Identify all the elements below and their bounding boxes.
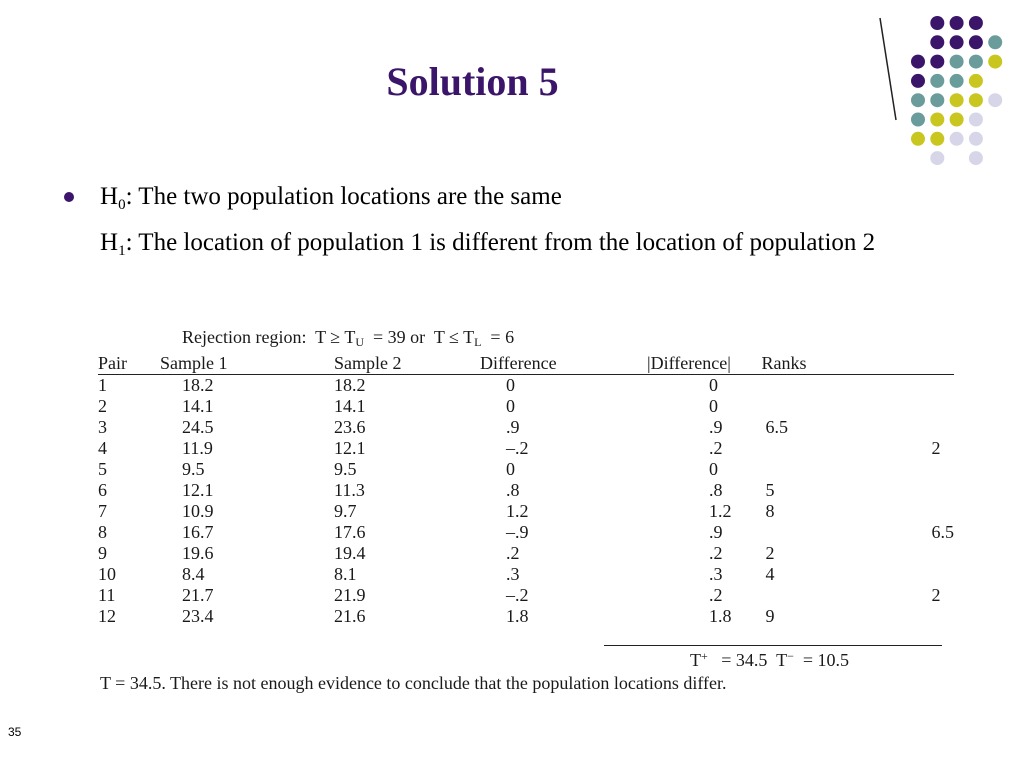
cell-pair: 6 [98,480,107,500]
table-header-row [98,352,954,375]
cell-rank-positive: 4 [765,564,775,584]
cell-rank-negative [846,375,955,397]
header-sample-1: Sample 1 [160,352,328,375]
header-sample-2: Sample 2 [328,352,448,375]
table-row [98,438,954,459]
decorative-dot [988,55,1002,69]
cell-sample-1: 16.7 [182,522,214,542]
cell-abs-difference: .2 [709,585,723,605]
cell-difference: 1.8 [506,606,529,626]
rank-sums [690,650,849,671]
cell-sample-1: 24.5 [182,417,214,437]
cell-difference: –.9 [506,522,529,542]
cell-rank-negative: 2 [931,585,941,605]
cell-pair: 9 [98,543,107,563]
cell-rank-positive [732,438,846,459]
cell-difference: 1.2 [506,501,529,521]
cell-pair: 7 [98,501,107,521]
table-row [98,501,954,522]
cell-sample-2: 9.5 [334,459,357,479]
rejection-suffix: = 6 [481,327,515,347]
table-row [98,585,954,606]
cell-abs-difference: .2 [709,543,723,563]
cell-rank-positive [732,522,846,543]
cell-rank-positive: 2 [765,543,775,563]
cell-difference: 0 [506,396,515,416]
cell-abs-difference: .2 [709,438,723,458]
cell-pair: 4 [98,438,107,458]
cell-sample-2: 19.4 [334,543,366,563]
cell-rank-negative [846,480,955,501]
cell-sample-1: 8.4 [182,564,205,584]
cell-pair: 2 [98,396,107,416]
h1-symbol: H [100,229,119,256]
cell-pair: 12 [98,606,116,626]
cell-difference: –.2 [506,585,529,605]
header-pair: Pair [98,352,160,375]
decorative-dot [911,132,925,146]
cell-sample-1: 11.9 [182,438,213,458]
h0-symbol: H [100,183,119,210]
cell-rank-negative [846,501,955,522]
cell-sample-2: 17.6 [334,522,366,542]
t-minus-label: T [776,650,788,670]
h0-text: : The two population locations are the same [125,183,562,210]
cell-pair: 1 [98,375,107,395]
cell-abs-difference: 0 [709,375,718,395]
decorative-dot [911,113,925,127]
cell-rank-positive [732,396,846,417]
cell-sample-2: 18.2 [334,375,366,395]
decorative-dot [950,93,964,107]
cell-rank-positive [732,375,846,397]
cell-rank-negative: 6.5 [931,522,954,542]
cell-pair: 3 [98,417,107,437]
decorative-dot [930,132,944,146]
table-row [98,396,954,417]
table-row [98,417,954,438]
t-plus-value: = 34.5 [707,650,777,670]
table-row [98,522,954,543]
rejection-region [182,327,514,348]
bullet-icon [64,192,74,202]
cell-difference: 0 [506,459,515,479]
cell-abs-difference: 1.2 [709,501,732,521]
cell-difference: .3 [506,564,520,584]
table-row [98,606,954,627]
cell-sample-2: 9.7 [334,501,357,521]
cell-pair: 10 [98,564,116,584]
cell-abs-difference: .9 [709,417,723,437]
sum-divider [604,645,942,646]
slide-title: Solution 5 [386,59,559,104]
cell-sample-2: 21.9 [334,585,366,605]
cell-pair: 11 [98,585,116,605]
decorative-dot [969,132,983,146]
h0-subscript: 0 [118,197,126,213]
cell-rank-positive: 9 [765,606,775,626]
ranks-table [98,352,954,627]
cell-sample-2: 12.1 [334,438,366,458]
cell-sample-2: 21.6 [334,606,366,626]
slide-number: 35 [8,725,22,739]
t-minus-sup: − [787,649,794,663]
cell-sample-1: 10.9 [182,501,214,521]
cell-difference: –.2 [506,438,529,458]
header-ranks-negative [846,352,955,375]
cell-pair: 5 [98,459,107,479]
h1-subscript: 1 [118,243,126,259]
cell-rank-negative [846,606,955,627]
cell-sample-1: 21.7 [182,585,214,605]
decorative-dot [950,16,964,30]
cell-abs-difference: .9 [709,522,723,542]
decorative-dot [969,16,983,30]
decorative-dot [930,113,944,127]
cell-rank-negative [846,396,955,417]
table-row [98,459,954,480]
cell-sample-1: 9.5 [182,459,205,479]
t-minus-value: = 10.5 [793,650,850,670]
rejection-middle: = 39 or T ≤ T [364,327,475,347]
cell-rank-negative: 2 [931,438,941,458]
h1-text: : The location of population 1 is different from the location of population 2 [125,229,876,256]
cell-rank-negative [846,543,955,564]
decorative-dot [930,35,944,49]
table-row [98,543,954,564]
cell-abs-difference: .8 [709,480,723,500]
decorative-dot [950,132,964,146]
cell-rank-positive: 8 [765,501,775,521]
rejection-sub-l: L [474,335,482,349]
alternative-hypothesis [100,228,960,258]
decorative-dot [969,74,983,88]
cell-sample-1: 18.2 [182,375,214,395]
cell-sample-1: 19.6 [182,543,214,563]
table-row [98,480,954,501]
decorative-dot [988,35,1002,49]
null-hypothesis [100,182,960,212]
cell-rank-positive: 6.5 [765,417,788,437]
decorative-dot [969,35,983,49]
cell-rank-negative [846,459,955,480]
cell-rank-positive [732,459,846,480]
cell-pair: 8 [98,522,107,542]
table-row [98,375,954,397]
cell-sample-2: 23.6 [334,417,366,437]
decorative-dot [988,93,1002,107]
decorative-dot [950,55,964,69]
decorative-dot [950,74,964,88]
cell-difference: .8 [506,480,520,500]
cell-rank-negative [846,564,955,585]
cell-sample-2: 14.1 [334,396,366,416]
decorative-dot [969,55,983,69]
decorative-dot [969,93,983,107]
cell-sample-2: 11.3 [334,480,365,500]
header-ranks: Ranks [732,352,846,375]
cell-difference: .9 [506,417,520,437]
header-difference: Difference [448,352,647,375]
cell-abs-difference: .3 [709,564,723,584]
cell-abs-difference: 0 [709,396,718,416]
rejection-sub-u: U [355,335,365,349]
cell-difference: .2 [506,543,520,563]
decorative-dot [930,151,944,165]
cell-rank-positive [732,585,846,606]
rejection-prefix: Rejection region: T ≥ T [182,327,356,347]
cell-sample-1: 12.1 [182,480,214,500]
decorative-dot [930,16,944,30]
t-plus-sup: + [701,649,708,663]
decorative-dot [969,113,983,127]
decorative-dot [950,35,964,49]
cell-rank-negative [846,417,955,438]
cell-difference: 0 [506,375,515,395]
decorative-dot [950,113,964,127]
header-abs-difference: |Difference| [647,352,731,373]
cell-abs-difference: 0 [709,459,718,479]
cell-sample-1: 23.4 [182,606,214,626]
cell-rank-positive: 5 [765,480,775,500]
decorative-dot [969,151,983,165]
table-row [98,564,954,585]
cell-sample-2: 8.1 [334,564,357,584]
conclusion-text: T = 34.5. There is not enough evidence to conclude that the population locations differ. [100,673,727,693]
cell-sample-1: 14.1 [182,396,214,416]
t-plus-label: T [690,650,701,670]
cell-abs-difference: 1.8 [709,606,732,626]
